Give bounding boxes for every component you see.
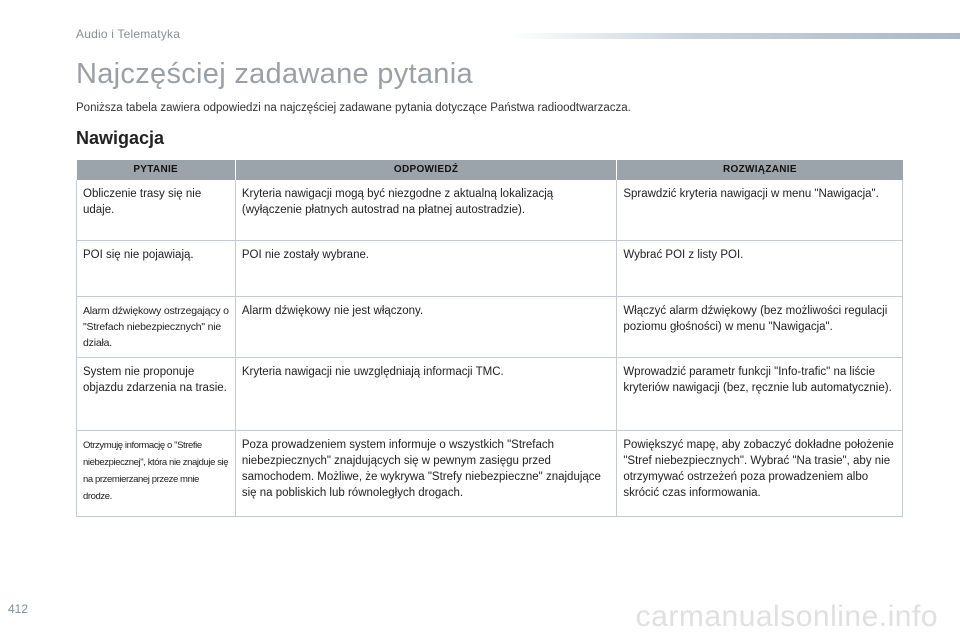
solution-cell: Wybrać POI z listy POI. bbox=[617, 240, 903, 296]
question-cell: POI się nie pojawiają. bbox=[77, 240, 236, 296]
answer-cell: POI nie zostały wybrane. bbox=[235, 240, 616, 296]
table-header-row bbox=[77, 160, 903, 180]
page-title: Najczęściej zadawane pytania bbox=[76, 58, 473, 90]
solution-cell: Sprawdzić kryteria nawigacji w menu "Nawigacja". bbox=[617, 180, 903, 240]
intro-text: Poniższa tabela zawiera odpowiedzi na najczęściej zadawane pytania dotyczące Państwa radioodtwarzacza. bbox=[76, 102, 631, 114]
solution-cell: Powiększyć mapę, aby zobaczyć dokładne położenie "Stref niebezpiecznych". Wybrać "Na trasie", aby nie otrzymywać ostrzeżeń poza prowadzeniem albo skrócić czas informowania. bbox=[617, 430, 903, 516]
table-row bbox=[77, 180, 903, 240]
table-row bbox=[77, 240, 903, 296]
table-row bbox=[77, 357, 903, 430]
table-row bbox=[77, 296, 903, 357]
answer-cell: Poza prowadzeniem system informuje o wszystkich "Strefach niebezpiecznych" znajdujących się w pewnym zasięgu przed samochodem. Możliwe, że wykrywa "Strefy niebezpieczne" znajdujące się na pobliskich lub równoległych drogach. bbox=[235, 430, 616, 516]
solution-cell: Włączyć alarm dźwiękowy (bez możliwości regulacji poziomu głośności) w menu "Nawigacja". bbox=[617, 296, 903, 357]
question-cell: Otrzymuję informację o "Strefie niebezpiecznej", która nie znajduje się na przemierzanej przeze mnie drodze. bbox=[77, 430, 236, 516]
running-header: Audio i Telematyka bbox=[76, 27, 181, 41]
column-header-question: PYTANIE bbox=[77, 160, 236, 180]
answer-cell: Kryteria nawigacji nie uwzględniają informacji TMC. bbox=[235, 357, 616, 430]
table-row bbox=[77, 430, 903, 516]
column-header-answer: ODPOWIEDŹ bbox=[235, 160, 616, 180]
question-cell: System nie proponuje objazdu zdarzenia na trasie. bbox=[77, 357, 236, 430]
page-number: 412 bbox=[8, 602, 29, 616]
header-decorative-bar bbox=[510, 33, 960, 39]
watermark: carmanualsonline.info bbox=[635, 600, 938, 633]
question-cell: Alarm dźwiękowy ostrzegający o "Strefach niebezpiecznych" nie działa. bbox=[77, 296, 236, 357]
solution-cell: Wprowadzić parametr funkcji "Info-trafic" na liście kryteriów nawigacji (bez, ręcznie lub automatycznie). bbox=[617, 357, 903, 430]
question-cell: Obliczenie trasy się nie udaje. bbox=[77, 180, 236, 240]
faq-table bbox=[76, 160, 903, 517]
answer-cell: Kryteria nawigacji mogą być niezgodne z aktualną lokalizacją (wyłączenie płatnych autostrad na płatnej autostradzie). bbox=[235, 180, 616, 240]
answer-cell: Alarm dźwiękowy nie jest włączony. bbox=[235, 296, 616, 357]
column-header-solution: ROZWIĄZANIE bbox=[617, 160, 903, 180]
section-heading: Nawigacja bbox=[76, 128, 165, 148]
